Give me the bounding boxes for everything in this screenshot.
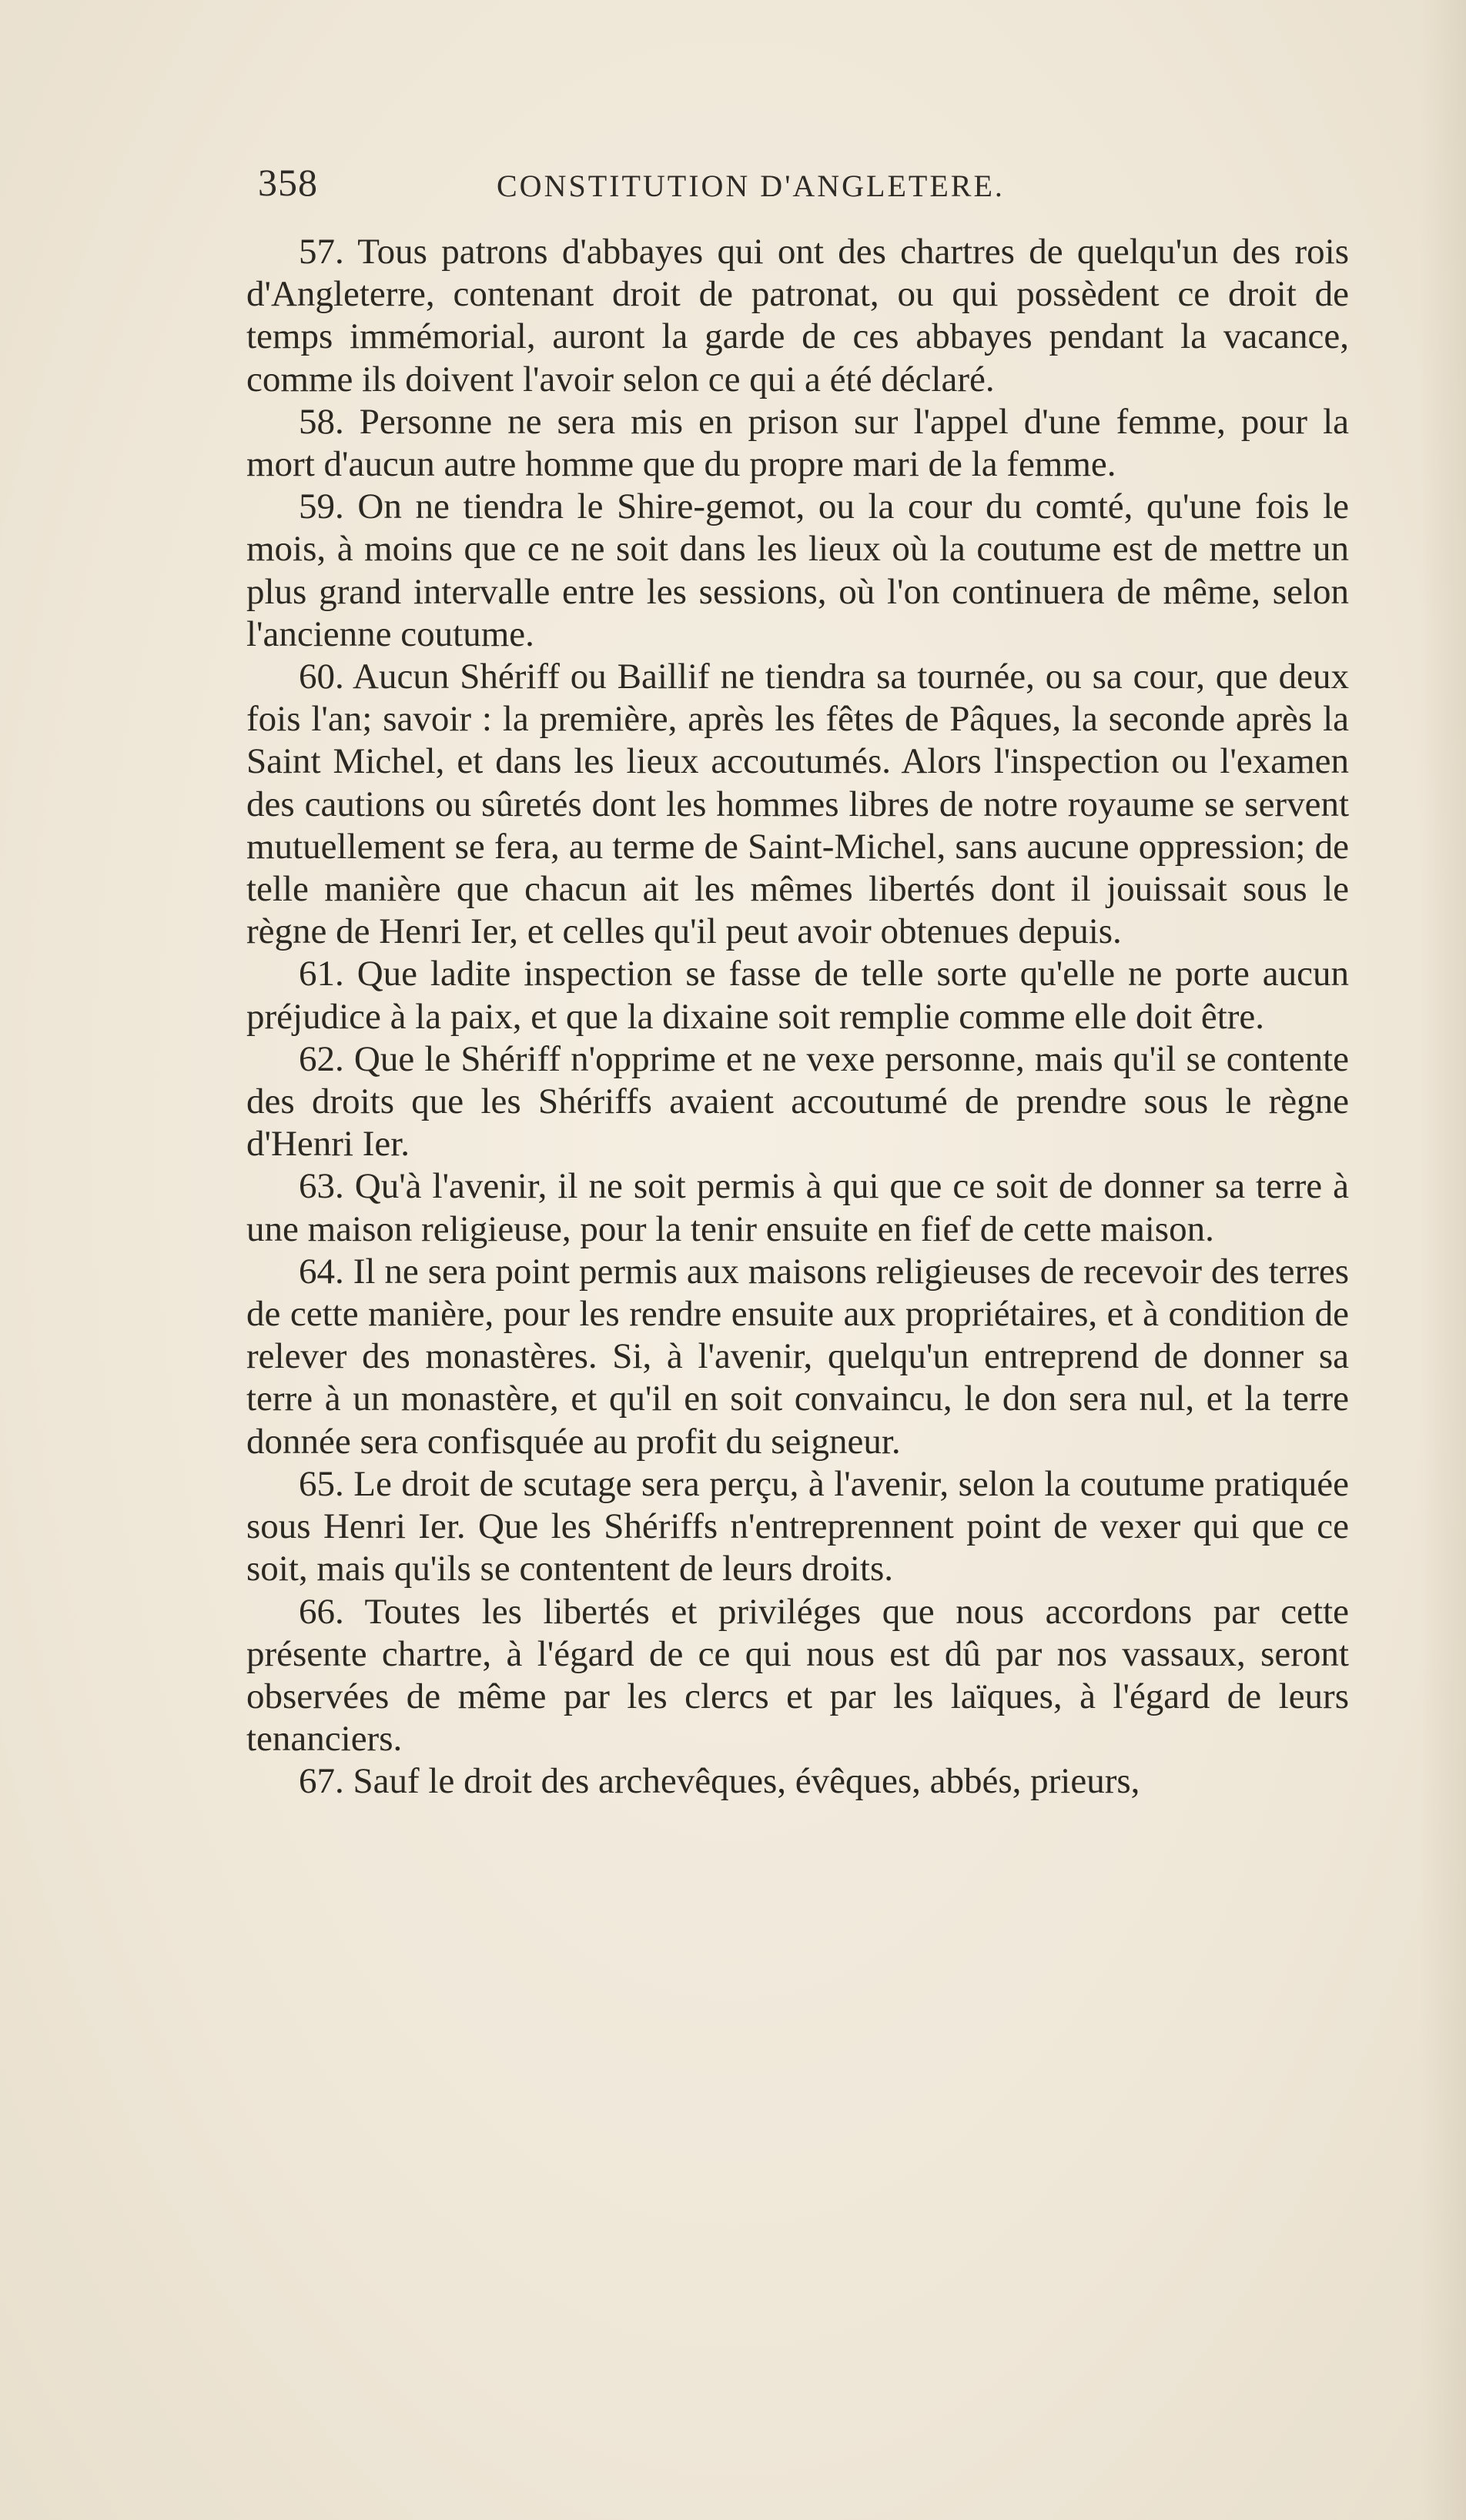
article-59	[246, 486, 1349, 656]
article-number: 62.	[299, 1038, 344, 1079]
article-text: Tous patrons d'abbayes qui ont des chartres de quelqu'un des rois d'Angleterre, contenant droit de patronat, ou qui possèdent ce droit de temps immémorial, auront la garde de ces abbayes pendant la vacance, comme ils doivent l'avoir selon ce qui a été déclaré.	[246, 232, 1349, 399]
article-66	[246, 1591, 1349, 1761]
article-text: Toutes les libertés et priviléges que nous accordons par cette présente chartre, à l'égard de ce qui nous est dû par nos vassaux, seront observées de même par les clercs et par les laïques, à l'égard de leurs tenanciers.	[246, 1591, 1350, 1760]
running-title: CONSTITUTION D'ANGLETERE.	[497, 169, 1005, 203]
article-text: Personne ne sera mis en prison sur l'appel d'une femme, pour la mort d'aucun autre homme que du propre mari de la femme.	[246, 401, 1350, 485]
article-text: Aucun Shériff ou Baillif ne tiendra sa tournée, ou sa cour, que deux fois l'an; savoir : la première, après les fêtes de Pâques, la seconde après la Saint Michel, et dans les lieux accoutumés. Alors l'inspection ou l'examen des cautions ou sûretés dont les hommes libres de notre royaume se servent mutuellement se fera, au terme de Saint-Michel, sans aucune oppression; de telle manière que chacun ait les mêmes libertés dont il jouissait sous le règne de Henri Ier, et celles qu'il peut avoir obtenues depuis.	[246, 657, 1349, 952]
article-number: 64.	[299, 1251, 344, 1292]
article-number: 65.	[299, 1463, 344, 1504]
article-57	[246, 231, 1349, 401]
article-text: Que ladite inspection se fasse de telle sorte qu'elle ne porte aucun préjudice à la paix, et que la dixaine soit remplie comme elle doit être.	[246, 954, 1349, 1037]
page-header	[258, 160, 1351, 214]
page-number: 358	[258, 161, 318, 204]
article-number: 59.	[299, 486, 344, 527]
article-number: 58.	[299, 401, 344, 442]
page-edge-shadow	[1420, 0, 1466, 2520]
article-text: Le droit de scutage sera perçu, à l'avenir, selon la coutume pratiquée sous Henri Ier. Que les Shériffs n'entreprennent point de vexer qui que ce soit, mais qu'ils se contentent de leurs droits.	[246, 1463, 1350, 1589]
article-58	[246, 401, 1349, 486]
article-61	[246, 953, 1349, 1038]
article-60	[246, 656, 1349, 953]
article-62	[246, 1038, 1349, 1166]
article-number: 60.	[299, 657, 344, 697]
body-text	[246, 231, 1349, 1803]
article-text: Que le Shériff n'opprime et ne vexe personne, mais qu'il se contente des droits que les Shériffs avaient accoutumé de prendre sous le règne d'Henri Ier.	[246, 1038, 1349, 1165]
article-number: 57.	[299, 232, 344, 272]
article-number: 67.	[299, 1761, 344, 1802]
article-number: 61.	[299, 954, 344, 994]
article-67	[246, 1760, 1349, 1803]
article-65	[246, 1463, 1349, 1591]
article-63	[246, 1165, 1349, 1250]
article-text: Sauf le droit des archevêques, évêques, abbés, prieurs,	[353, 1761, 1140, 1802]
article-text: Qu'à l'avenir, il ne soit permis à qui que ce soit de donner sa terre à une maison religieuse, pour la tenir ensuite en fief de cette maison.	[246, 1166, 1349, 1249]
article-text: Il ne sera point permis aux maisons religieuses de recevoir des terres de cette manière, pour les rendre ensuite aux propriétaires, et à condition de relever des monastères. Si, à l'avenir, quelqu'un entreprend de donner sa terre à un monastère, et qu'il en soit convaincu, le don sera nul, et la terre donnée sera confisquée au profit du seigneur.	[246, 1251, 1349, 1462]
article-number: 66.	[299, 1591, 344, 1632]
article-text: On ne tiendra le Shire-gemot, ou la cour du comté, qu'une fois le mois, à moins que ce ne soit dans les lieux où la coutume est de mettre un plus grand intervalle entre les sessions, où l'on continuera de même, selon l'ancienne coutume.	[246, 486, 1349, 654]
article-64	[246, 1251, 1349, 1463]
article-number: 63.	[299, 1166, 344, 1207]
